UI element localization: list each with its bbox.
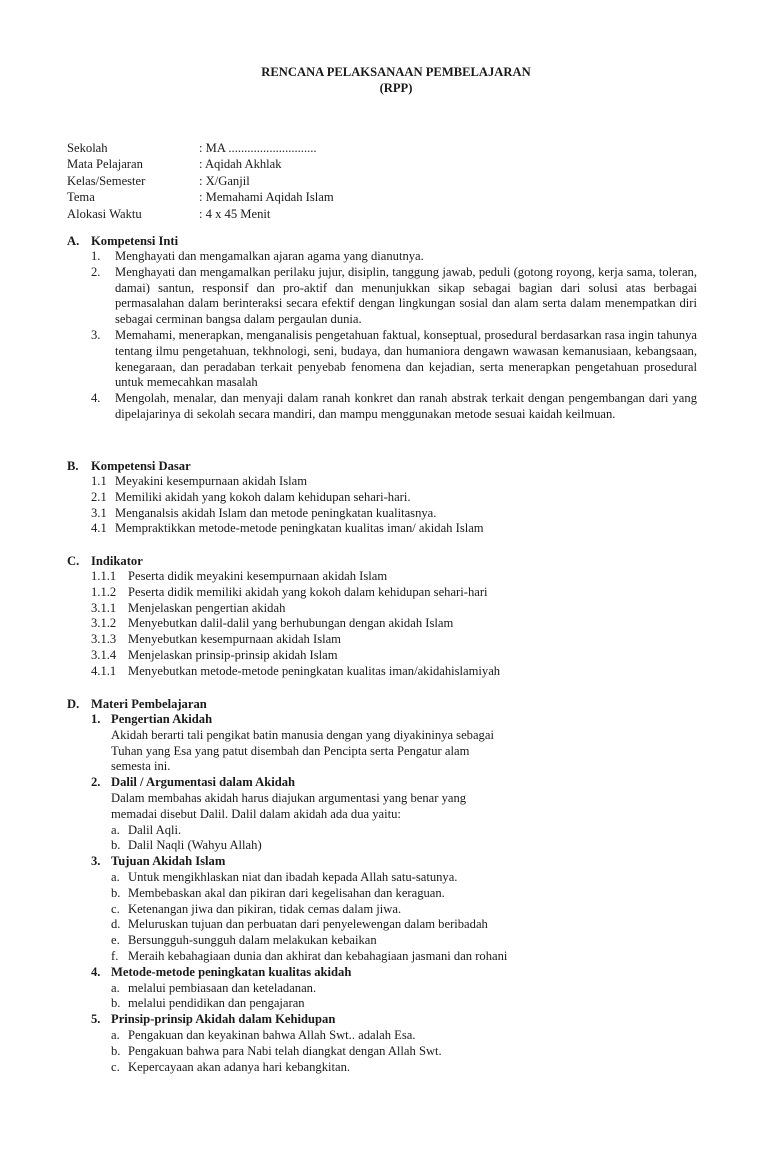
subsection-heading [91,712,697,728]
item-label: b. [111,1043,121,1058]
item-number: 4.1 [91,521,107,536]
item-text: Ketenangan jiwa dan pikiran, tidak cemas dalam jiwa. [128,901,402,916]
item-label: a. [111,1027,120,1042]
list-item [111,949,697,965]
list-item [67,569,697,585]
list-item [111,996,697,1012]
item-text: Menganalsis akidah Islam dan metode peningkatan kualitasnya. [115,505,437,520]
item-number: 1.1.1 [91,569,117,583]
subsection-number: 5. [91,1012,101,1027]
list-item [67,521,697,537]
item-text: Menyebutkan kesempurnaan akidah Islam [128,632,341,647]
item-text: Pengakuan bahwa para Nabi telah diangkat dengan Allah Swt. [128,1043,442,1058]
section-letter: A. [67,234,80,248]
paragraph-line: memadai disebut Dalil. Dalil dalam akidah ada dua yaitu: [111,806,401,821]
item-label: c. [111,1059,120,1074]
subsection-heading [91,1012,697,1028]
item-label: b. [111,838,121,853]
section-kompetensi-inti [67,233,697,423]
item-label: a. [111,980,120,995]
item-number: 3.1.2 [91,616,117,631]
item-text: Menyebutkan metode-metode peningkatan kualitas iman/akidahislamiyah [128,663,501,678]
section-title: Indikator [91,554,143,568]
list-item [111,917,697,933]
list-item [67,664,697,680]
identity-value: : MA ............................ [199,141,317,155]
materi-subsection-pengertian [67,712,697,775]
item-text: Menjelaskan prinsip-prinsip akidah Islam [128,647,338,662]
item-text: Meluruskan tujuan dan perbuatan dari penyelewengan dalam beribadah [128,917,488,932]
title-line-1: RENCANA PELAKSANAAN PEMBELAJARAN [261,65,531,79]
identity-row [67,157,334,173]
item-text: Memiliki akidah yang kokoh dalam kehidupan sehari-hari. [115,489,411,504]
section-letter: D. [67,697,80,711]
item-text: Peserta didik memiliki akidah yang kokoh dalam kehidupan sehari-hari [128,584,488,599]
item-number: 3.1.1 [91,600,117,615]
item-number: 2.1 [91,489,107,504]
list-item [67,490,697,506]
subsection-heading [91,965,697,981]
list-item [67,249,697,265]
list-item [111,823,697,839]
identity-key: Kelas/Semester [67,173,146,188]
item-text: Meraih kebahagiaan dunia dan akhirat dan kebahagiaan jasmani dan rohani [128,948,508,963]
list-item [111,902,697,918]
subsection-title: Prinsip-prinsip Akidah dalam Kehidupan [111,1012,336,1027]
subsection-number: 1. [91,712,101,726]
item-number: 2. [91,264,101,279]
item-text: Peserta didik meyakini kesempurnaan akidah Islam [128,569,388,583]
paragraph-line: Tuhan yang Esa yang patut disembah dan Pencipta serta Pengatur alam [111,743,470,758]
paragraph-line: semesta ini. [111,759,171,774]
item-label: e. [111,933,120,948]
item-text: Kepercayaan akan adanya hari kebangkitan. [128,1059,351,1074]
identity-row [67,141,334,157]
list-item [111,1044,697,1060]
section-heading [67,233,697,249]
item-text: Mengolah, menalar, dan menyaji dalam ranah konkret dan ranah abstrak terkait dengan pengembangan dari yang dipelajarinya di sekolah secara mandiri, dan mampu menggunakan metode sesuai kaidah keilmuan. [115,391,697,421]
item-number: 1.1.2 [91,584,117,599]
materi-subsection-dalil [67,775,697,854]
section-kompetensi-dasar [67,458,697,537]
section-materi [67,696,697,1075]
identity-value: : 4 x 45 Menit [199,206,271,221]
subsection-title: Dalil / Argumentasi dalam Akidah [111,775,296,790]
list-item [67,506,697,522]
item-label: f. [111,948,119,963]
list-item [111,933,697,949]
list-item [111,838,697,854]
identity-row [67,207,334,223]
item-text: Memahami, menerapkan, menganalisis pengetahuan faktual, konseptual, prosedural berdasarkan rasa ingin tahunya tentang ilmu pengetahuan, tekhnologi, seni, budaya, dan humaniora dengawn wawasan kemanusiaan, kebangsaan, kenegaraan, dan peradaban terkait penyebab fenomena dan kejadian, serta menerapkan pengetahuan prosedural untuk memecahkan masalah [115,327,697,390]
item-number: 3.1.3 [91,632,117,647]
paragraph-line: Dalam membahas akidah harus diajukan argumentasi yang benar yang [111,790,467,805]
item-label: a. [111,869,120,884]
item-text: Bersungguh-sungguh dalam melakukan kebaikan [128,933,377,948]
subsection-number: 2. [91,775,101,790]
item-number: 1. [91,249,101,263]
identity-key: Sekolah [67,141,108,155]
subsection-title: Pengertian Akidah [111,712,213,726]
paragraph-line: Akidah berarti tali pengikat batin manusia dengan yang diyakininya sebagai [111,727,494,742]
subsection-title: Tujuan Akidah Islam [111,854,226,869]
list-item [111,1028,697,1044]
subsection-heading [91,854,697,870]
identity-key: Tema [67,190,95,205]
materi-subsection-metode [67,965,697,1012]
section-title: Materi Pembelajaran [91,697,207,711]
list-item [67,265,697,328]
identity-table [67,141,334,223]
list-item [67,616,697,632]
subsection-heading [91,775,697,791]
item-text: Dalil Naqli (Wahyu Allah) [128,838,262,853]
section-indikator [67,553,697,680]
identity-row [67,174,334,190]
item-text: Pengakuan dan keyakinan bahwa Allah Swt.. adalah Esa. [128,1027,416,1042]
item-text: Mempraktikkan metode-metode peningkatan kualitas iman/ akidah Islam [115,521,484,536]
identity-key: Alokasi Waktu [67,206,142,221]
list-item [111,870,697,886]
item-text: Dalil Aqli. [128,822,182,837]
list-item [111,981,697,997]
section-letter: B. [67,459,79,473]
identity-value: : Memahami Aqidah Islam [199,190,334,205]
list-item [67,474,697,490]
subsection-number: 4. [91,964,101,979]
subsection-number: 3. [91,854,101,869]
item-text: Untuk mengikhlaskan niat dan ibadah kepada Allah satu-satunya. [128,869,458,884]
item-label: a. [111,822,120,837]
list-item [111,886,697,902]
item-number: 1.1 [91,474,107,488]
item-number: 3.1.4 [91,647,117,662]
identity-key: Mata Pelajaran [67,157,143,172]
list-item [67,648,697,664]
list-item [111,1060,697,1076]
item-number: 3. [91,327,101,342]
list-item [67,328,697,391]
list-item [67,632,697,648]
item-text: Meyakini kesempurnaan akidah Islam [115,474,307,488]
section-heading [67,553,697,569]
section-heading [67,458,697,474]
item-number: 4. [91,391,101,406]
identity-value: : Aqidah Akhlak [199,157,282,172]
subsection-title: Metode-metode peningkatan kualitas akidah [111,964,352,979]
item-text: Menghayati dan mengamalkan perilaku jujur, disiplin, tanggung jawab, peduli (gotong royong, kerja sama, toleran, damai) santun, responsif dan pro-aktif dan menunjukkan sikap sebagai bagian dari solusi atas berbagai permasalahan dalam berinteraksi secara efektif dengan lingkungan sosial dan alam serta dalam menempatkan diri sebagai cerminan bangsa dalam pergaulan dunia. [115,264,697,327]
materi-subsection-prinsip [67,1012,697,1075]
item-text: Membebaskan akal dan pikiran dari kegelisahan dan keraguan. [128,885,445,900]
item-text: Menjelaskan pengertian akidah [128,600,286,615]
section-letter: C. [67,554,80,568]
list-item [67,391,697,423]
item-number: 4.1.1 [91,663,117,678]
section-heading [67,696,697,712]
item-label: d. [111,917,121,932]
identity-value: : X/Ganjil [199,173,250,188]
item-text: Menghayati dan mengamalkan ajaran agama yang dianutnya. [115,249,424,263]
item-text: Menyebutkan dalil-dalil yang berhubungan dengan akidah Islam [128,616,454,631]
materi-subsection-tujuan [67,854,697,965]
document-title [0,64,768,96]
item-text: melalui pendidikan dan pengajaran [128,996,305,1011]
list-item [67,601,697,617]
item-label: b. [111,996,121,1011]
title-line-2: (RPP) [379,81,413,95]
list-item [67,585,697,601]
section-title: Kompetensi Dasar [91,459,191,473]
section-title: Kompetensi Inti [91,234,179,248]
identity-row [67,190,334,206]
item-number: 3.1 [91,505,107,520]
item-label: c. [111,901,120,916]
item-label: b. [111,885,121,900]
item-text: melalui pembiasaan dan keteladanan. [128,980,317,995]
